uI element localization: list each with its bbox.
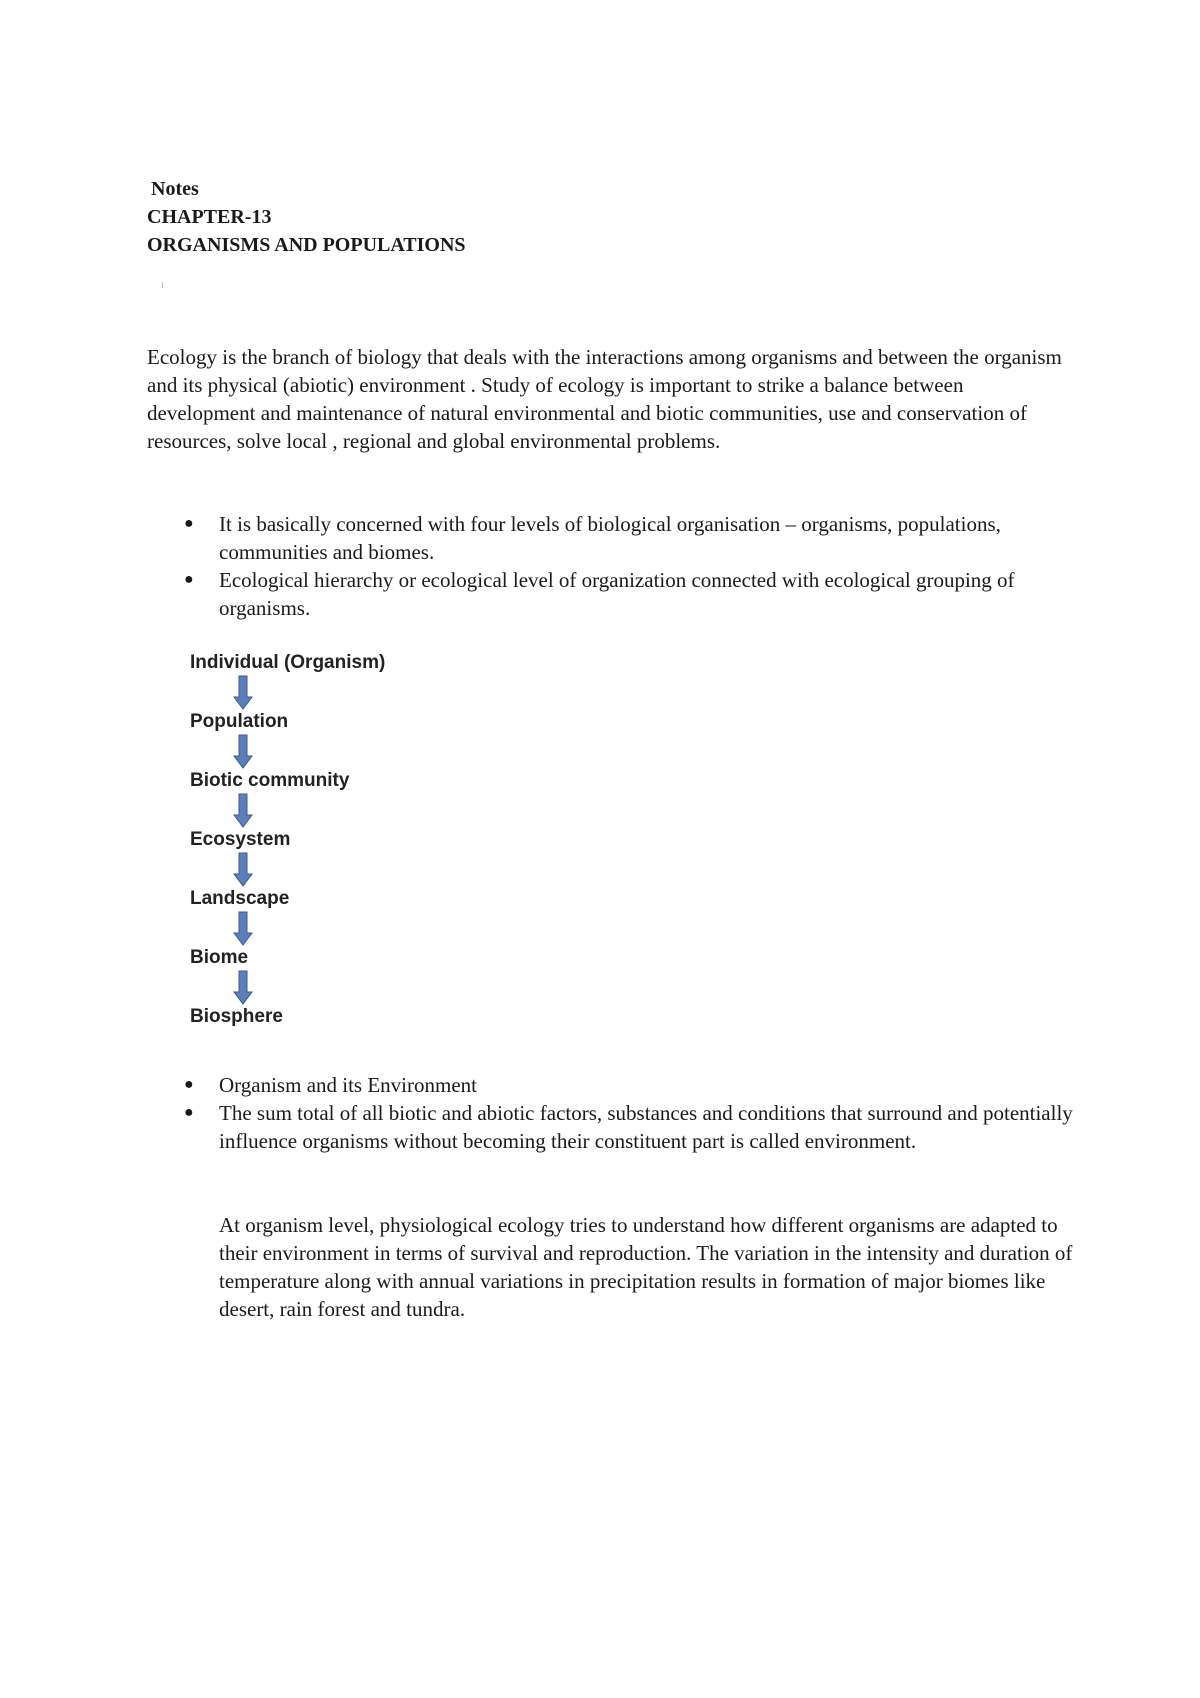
down-arrow-icon: [190, 675, 450, 710]
bullet-icon: ●: [184, 571, 194, 588]
bullet-text: Ecological hierarchy or ecological level of organization connected with ecological grouping of organisms.: [219, 568, 1015, 620]
down-arrow-icon: [190, 852, 450, 887]
down-arrow-icon: [190, 793, 450, 828]
bullet-text: It is basically concerned with four levels of biological organisation – organisms, populations, communities and biomes.: [219, 512, 1001, 564]
down-arrow-icon: [190, 734, 450, 769]
down-arrow-icon: [190, 970, 450, 1005]
stray-mark: [162, 282, 163, 288]
hierarchy-level: Biotic community: [190, 770, 350, 791]
environment-bullet-list: [147, 1071, 1077, 1155]
list-item: [147, 510, 1077, 566]
levels-bullet-list: [147, 510, 1077, 622]
hierarchy-level: Biosphere: [190, 1006, 283, 1027]
list-item: [147, 566, 1077, 622]
list-item: [147, 1099, 1077, 1155]
physiological-ecology-paragraph: At organism level, physiological ecology tries to understand how different organisms are adapted to their environment in terms of survival and reproduction. The variation in the intensity and duration of temperature along with annual variations in precipitation results in formation of major biomes like desert, rain forest and tundra.: [219, 1213, 1073, 1321]
chapter-title: ORGANISMS AND POPULATIONS: [147, 234, 466, 256]
hierarchy-level: Biome: [190, 947, 249, 968]
hierarchy-level: Individual (Organism): [190, 652, 386, 673]
bullet-icon: ●: [184, 1076, 194, 1093]
chapter-label: CHAPTER-13: [147, 206, 272, 228]
document-header: [147, 175, 466, 259]
bullet-text: Organism and its Environment: [219, 1073, 477, 1097]
hierarchy-level: Population: [190, 711, 289, 732]
bullet-icon: ●: [184, 1104, 194, 1121]
down-arrow-icon: [190, 911, 450, 946]
ecological-hierarchy-diagram: [190, 651, 450, 1029]
bullet-text: The sum total of all biotic and abiotic factors, substances and conditions that surround and potentially influence organisms without becoming their constituent part is called environment.: [219, 1101, 1073, 1153]
list-item: [147, 1071, 1077, 1099]
bullet-icon: ●: [184, 515, 194, 532]
intro-paragraph: Ecology is the branch of biology that deals with the interactions among organisms and between the organism and its physical (abiotic) environment . Study of ecology is important to strike a balance between development and maintenance of natural environmental and biotic communities, use and conservation of resources, solve local , regional and global environmental problems.: [147, 345, 1062, 453]
notes-label: Notes: [151, 178, 199, 200]
hierarchy-level: Ecosystem: [190, 829, 291, 850]
hierarchy-level: Landscape: [190, 888, 290, 909]
